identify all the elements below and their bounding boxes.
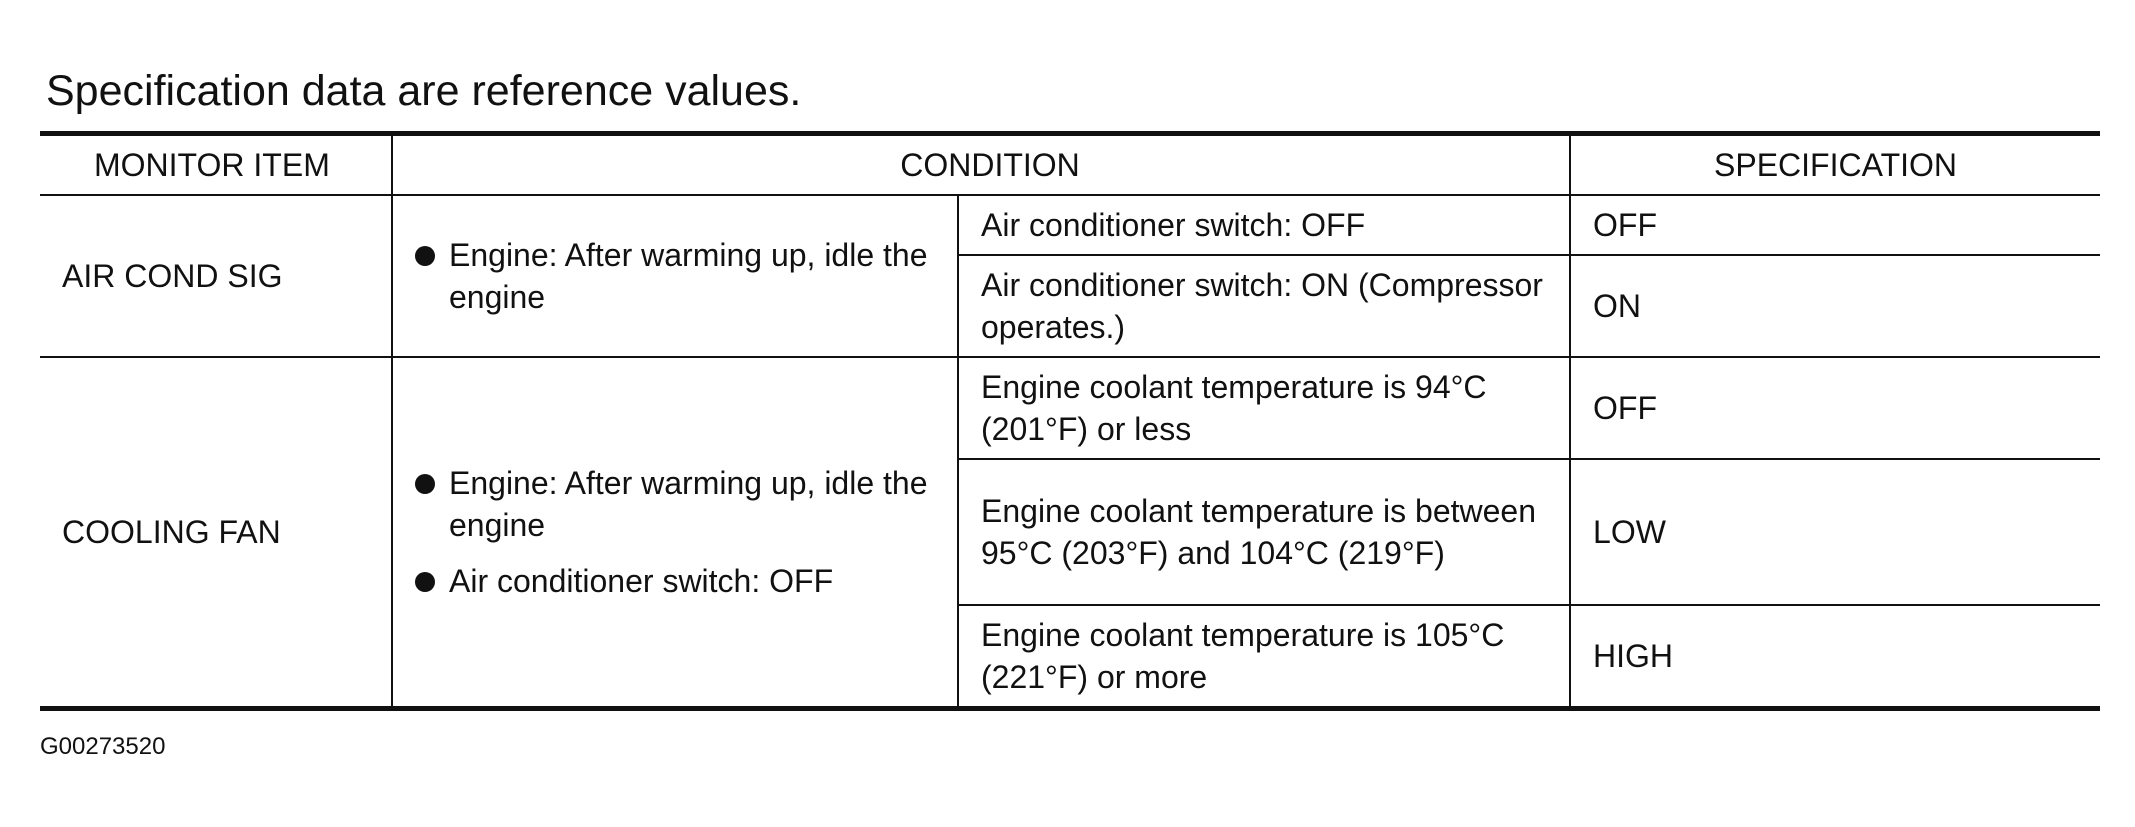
sub-condition-cell: Engine coolant temperature is 94°C (201°F) or less: [958, 357, 1570, 459]
header-condition: CONDITION: [392, 134, 1570, 196]
bullet-dot-icon: [415, 572, 435, 592]
general-condition-cell: [392, 357, 958, 709]
specification-cell: HIGH: [1570, 605, 2100, 709]
specification-cell: OFF: [1570, 195, 2100, 255]
specification-cell: LOW: [1570, 459, 2100, 605]
table-row: [40, 357, 2100, 459]
condition-bullet: Engine: After warming up, idle the engine: [415, 462, 935, 546]
reference-note: Specification data are reference values.: [46, 67, 802, 115]
monitor-item-cell: AIR COND SIG: [40, 195, 392, 357]
table-header-row: [40, 134, 2100, 196]
header-specification: SPECIFICATION: [1570, 134, 2100, 196]
monitor-spec-table: [40, 131, 2100, 711]
specification-cell: OFF: [1570, 357, 2100, 459]
specification-cell: ON: [1570, 255, 2100, 357]
monitor-item-cell: COOLING FAN: [40, 357, 392, 709]
condition-bullet: Engine: After warming up, idle the engine: [415, 234, 935, 318]
bullet-dot-icon: [415, 246, 435, 266]
sub-condition-cell: Engine coolant temperature is 105°C (221°F) or more: [958, 605, 1570, 709]
bullet-dot-icon: [415, 474, 435, 494]
figure-code: G00273520: [40, 733, 166, 760]
condition-bullet: Air conditioner switch: OFF: [415, 560, 935, 602]
sub-condition-cell: Air conditioner switch: ON (Compressor operates.): [958, 255, 1570, 357]
header-monitor-item: MONITOR ITEM: [40, 134, 392, 196]
sub-condition-cell: Engine coolant temperature is between 95°C (203°F) and 104°C (219°F): [958, 459, 1570, 605]
general-condition-cell: [392, 195, 958, 357]
sub-condition-cell: Air conditioner switch: OFF: [958, 195, 1570, 255]
table-row: [40, 195, 2100, 255]
